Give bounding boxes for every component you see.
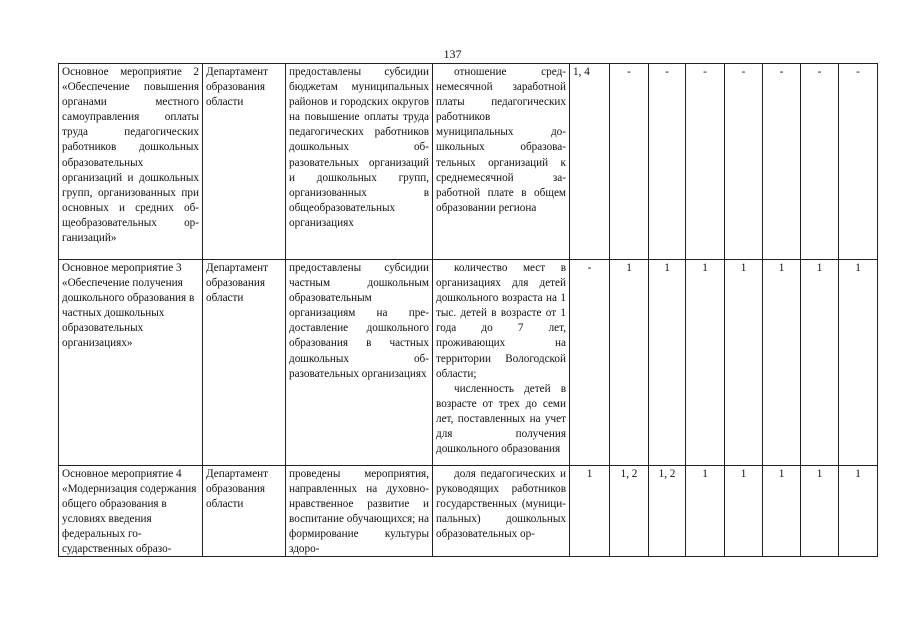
table-row xyxy=(59,466,878,557)
indicator-cell xyxy=(433,64,570,260)
value-cell: - xyxy=(763,64,801,260)
measures-table xyxy=(58,63,878,557)
table-row xyxy=(59,260,878,466)
value-cell: 1 xyxy=(570,466,610,557)
table-row xyxy=(59,64,878,260)
value-cell: - xyxy=(610,64,649,260)
value-cell: 1 xyxy=(839,466,878,557)
value-cell: 1 xyxy=(801,260,839,466)
result-cell: проведены мероприятия, направленных на духовно-нравственное развитие и воспитание обучающихся; на формирование культуры здоро- xyxy=(286,466,433,557)
page-number: 137 xyxy=(443,47,462,61)
value-cell: 1 xyxy=(801,466,839,557)
value-cell: - xyxy=(686,64,725,260)
value-cell: 1 xyxy=(610,260,649,466)
indicator-paragraph: численность детей в возрасте от трех до семи лет, поставленных на учет для получения дошкольного образования xyxy=(436,382,566,456)
measure-cell: Основное мероприятие 4 «Модернизация содержания общего образования в условиях введения федеральных государственных образо- xyxy=(59,466,203,557)
indicator-cell xyxy=(433,260,570,466)
value-cell: 1 xyxy=(725,466,763,557)
value-cell: 1, 2 xyxy=(649,466,686,557)
value-cell: 1, 4 xyxy=(570,64,610,260)
indicator-cell: доля педагогических и руководящих работников государственных (муниципальных) дошкольных образовательных ор- xyxy=(433,466,570,557)
value-cell: 1, 2 xyxy=(610,466,649,557)
result-cell: предоставлены субсидии частным дошкольным образовательным организациям на предоставление дошкольного образования в частных дошкольных образовательных организациях xyxy=(286,260,433,466)
value-cell: 1 xyxy=(649,260,686,466)
value-cell: 1 xyxy=(686,466,725,557)
value-cell: - xyxy=(725,64,763,260)
value-cell: 1 xyxy=(686,260,725,466)
value-cell: 1 xyxy=(763,466,801,557)
measure-cell: Основное мероприятие 3 «Обеспечение получения дошкольного образования в частных дошкольных образовательных организациях» xyxy=(59,260,203,466)
value-cell: - xyxy=(839,64,878,260)
indicator-paragraph: количество мест в организациях для детей дошкольного возраста на 1 тыс. детей в возрасте от 1 года до 7 лет, проживающих на территории Вологодской области; xyxy=(436,262,566,380)
value-cell: - xyxy=(649,64,686,260)
value-cell: - xyxy=(570,260,610,466)
executor-cell: Департамент образования области xyxy=(203,260,286,466)
value-cell: - xyxy=(801,64,839,260)
value-cell: 1 xyxy=(839,260,878,466)
value-cell: 1 xyxy=(763,260,801,466)
measure-cell: Основное мероприятие 2 «Обеспечение повышения органами местного самоуправления оплаты труда педагогических работников дошкольных образовательных организаций и дошкольных групп, организованных при основных и средних общеобразовательных организаций» xyxy=(59,64,203,260)
executor-cell: Департамент образования области xyxy=(203,64,286,260)
executor-cell: Департамент образования области xyxy=(203,466,286,557)
value-cell: 1 xyxy=(725,260,763,466)
indicator-paragraph: отношение среднемесячной заработной платы педагогических работников муниципальных дошкольных образовательных организаций к среднемесячной заработной плате в общем образовании региона xyxy=(436,66,566,214)
result-cell: предоставлены субсидии бюджетам муниципальных районов и городских округов на повышение оплаты труда педагогических работников дошкольных образовательных организаций и дошкольных групп, организованных в общеобразовательных организациях xyxy=(286,64,433,260)
